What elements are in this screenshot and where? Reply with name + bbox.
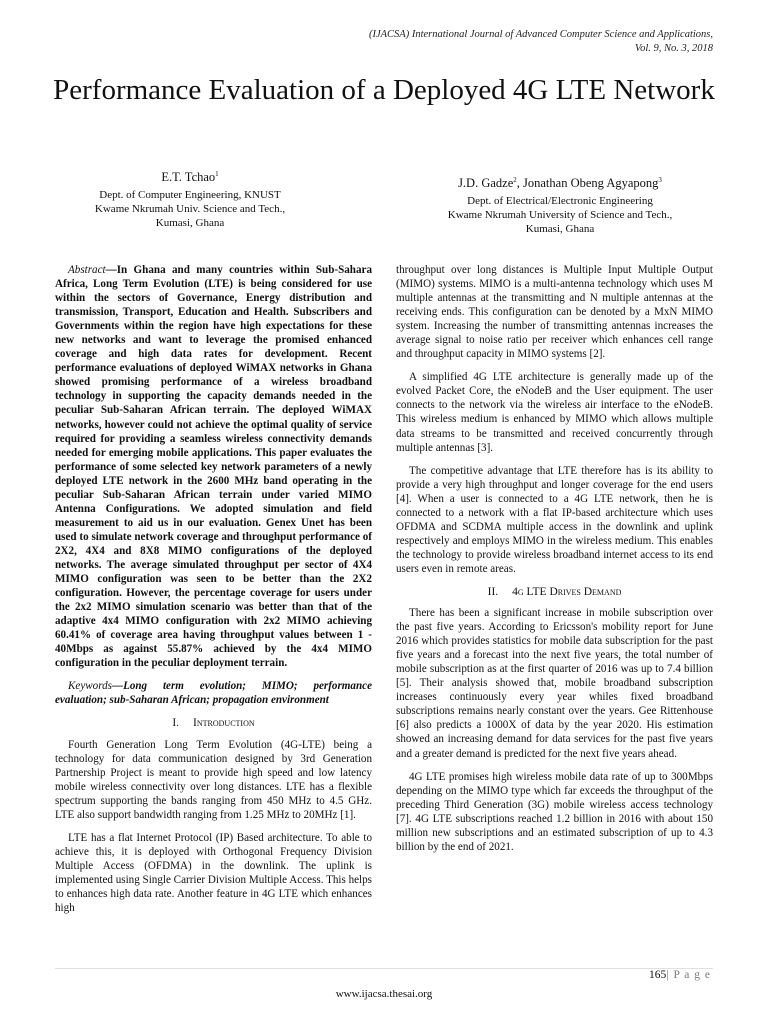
affiliation-line: Kwame Nkrumah University of Science and Tech., <box>447 209 673 222</box>
page-number: 165| P a g e <box>649 969 711 981</box>
footer-url[interactable]: www.ijacsa.thesai.org <box>335 988 433 1000</box>
paragraph: There has been a significant increase in mobile subscription over the past five years. According to Ericsson's mobility report for June 2016 which provides statistics for mobile data subscription for the past five years and a forecast into the next five years, the total number of mobile subscription as at the first quarter of 2016 was up to 7.4 billion [5]. Their analysis showed that, mobile broadband subscription increases continuously every year whiles fixed broadband subscriptions remains nearly constant over the years. Gee Rittenhouse [6] also predicts a 1000X of data by the year 2020. His estimation showed an increasing demand for data services for the past five years and a greater demand is predicted for the next five years ahead. <box>396 607 713 760</box>
affiliation-line: Kwame Nkrumah Univ. Science and Tech., <box>94 203 286 216</box>
journal-header <box>369 28 713 56</box>
paragraph: 4G LTE promises high wireless mobile data rate of up to 300Mbps depending on the MIMO type which far exceeds the throughput of the preceding Third Generation (3G) mobile wireless access technology [7]. 4G LTE subscriptions reached 1.2 billion in 2016 with about 150 million new subscriptions and an estimated subscription of up to 4.3 billion by the end of 2021. <box>396 770 713 853</box>
paper-title: Performance Evaluation of a Deployed 4G LTE Network <box>53 74 715 106</box>
affiliation-line: Dept. of Computer Engineering, KNUST <box>99 189 281 202</box>
section-heading-introduction: I. Introduction <box>172 717 255 730</box>
left-column <box>55 263 372 924</box>
author-block-1 <box>60 166 320 230</box>
footer-divider <box>55 968 713 969</box>
paragraph: LTE has a flat Internet Protocol (IP) Based architecture. To able to achieve this, it is deployed with Orthogonal Frequency Division Multiple Access (OFDMA) in the downlink. The uplink is implemented using Single Carrier Division Multiple Access. This helps to enhances high data rate. Another feature in 4G LTE which enhances high <box>55 831 372 915</box>
author-name: J.D. Gadze$^2$, Jonathan Obeng Agyapong$^3$ <box>458 176 662 191</box>
section-heading-4g-lte-drives-demand: II. 4g LTE Drives Demand <box>487 585 622 598</box>
paragraph: The competitive advantage that LTE therefore has is its ability to provide a very high throughput and longer coverage for the end users [4]. When a user is connected to a 4G LTE network, then he is connected to a network with a flat IP-based architecture which uses OFDMA and SCDMA multiple access in the downlink and uplink respectively and employs MIMO in the wireless medium. This enables the technology to provide wireless broadband internet access to its end users even in remote areas. <box>396 464 713 575</box>
journal-name: (IJACSA) International Journal of Advanced Computer Science and Applications, <box>368 29 713 40</box>
paragraph: throughput over long distances is Multiple Input Multiple Output (MIMO) systems. MIMO is a multi-antenna technology which uses M multiple antennas at the transmitting and N multiple antennas at the receiving ends. This configuration can be denoted by a MxN MIMO system. Increasing the number of transmitting antennas increases the average signal to noise ratio per receiver which enhances cell range and throughput capacity in MIMO systems [2]. <box>396 264 713 361</box>
right-column <box>396 263 713 863</box>
abstract: Abstract—In Ghana and many countries within Sub-Sahara Africa, Long Term Evolution (LTE) is being considered for use within the sectors of Governance, Energy distribution and transmission, Transport, Education and Health. Subscribers and Governments within the region have high expectations for these new networks and want to leverage the promised enhanced coverage and high data rates for development. Recent performance evaluations of deployed WiMAX networks in Ghana showed promising performance of a wireless broadband technology in supporting the capacity demands needed in the peculiar Sub-Saharan African terrain. The deployed WiMAX networks, however could not achieve the optimal quality of service required for providing a seamless wireless connectivity demands needed for emerging mobile applications. This paper evaluates the performance of some selected key network parameters of a newly deployed LTE network in the 2600 MHz band operating in the peculiar Sub-Saharan African terrain under varied MIMO Antenna Configurations. We adopted simulation and field measurement to aid us in our evaluation. Genex Unet has been used to simulate network coverage and throughput performance of 2X2, 4X4 and 8X8 MIMO configurations of the deployed networks. The average simulated throughput per sector of 4X4 MIMO configuration was seen to be better than the 2X2 configuration. However, the percentage coverage for users under the 2x2 MIMO simulation scenario was better than that of the adaptive 4x4 MIMO configuration with 2x2 MIMO achieving 60.41% of coverage area having throughput values between 1 - 40Mbps as against 55.87% achieved by the 4x4 MIMO configuration in the peculiar deployment terrain. <box>55 264 372 670</box>
author-block-2 <box>405 172 715 236</box>
affiliation-line: Kumasi, Ghana <box>155 217 225 230</box>
author-name: E.T. Tchao$^1$ <box>161 170 219 185</box>
affiliation-line: Kumasi, Ghana <box>525 223 595 236</box>
keywords: Keywords—Long term evolution; MIMO; performance evaluation; sub-Saharan African; propagation environment <box>55 680 372 707</box>
journal-volume: Vol. 9, No. 3, 2018 <box>634 43 713 54</box>
paragraph: Fourth Generation Long Term Evolution (4G-LTE) being a technology for data communication designed by 3rd Generation Partnership Project is meant to provide high speed and low latency mobile wireless connectivity over long distances. LTE has a flexible spectrum supporting the bands ranging from 450 MHz to 4.5 GHz. LTE also support bandwidth ranging from 1.25 MHz to 20MHz [1]. <box>55 738 372 821</box>
paragraph: A simplified 4G LTE architecture is generally made up of the evolved Packet Core, the eNodeB and the User equipment. The user connects to the network via the wireless air interface to the eNodeB. This wireless medium is enhanced by MIMO which allows multiple data streams to be transmitted and received concurrently through multiple antennas [3]. <box>396 371 713 454</box>
affiliation-line: Dept. of Electrical/Electronic Engineering <box>467 195 653 208</box>
